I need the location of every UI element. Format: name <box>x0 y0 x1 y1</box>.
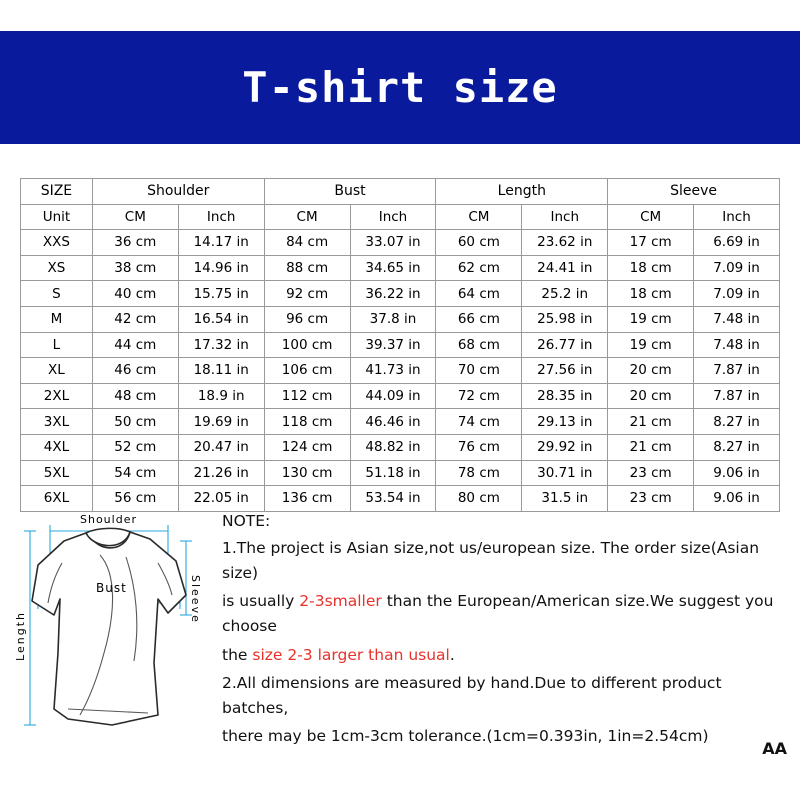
cell-shoulder-cm: 36 cm <box>92 230 178 256</box>
cell-sleeve-cm: 19 cm <box>608 332 694 358</box>
cell-bust-cm: 130 cm <box>264 460 350 486</box>
cell-length-in: 23.62 in <box>522 230 608 256</box>
tshirt-illustration-svg <box>8 503 213 733</box>
page-title: T-shirt size <box>242 63 558 112</box>
cell-bust-cm: 112 cm <box>264 383 350 409</box>
cell-size: 3XL <box>21 409 93 435</box>
cell-shoulder-cm: 40 cm <box>92 281 178 307</box>
cell-sleeve-cm: 23 cm <box>608 460 694 486</box>
cell-length-in: 31.5 in <box>522 486 608 512</box>
cell-sleeve-cm: 19 cm <box>608 306 694 332</box>
cell-bust-in: 46.46 in <box>350 409 436 435</box>
cell-sleeve-cm: 23 cm <box>608 486 694 512</box>
cell-bust-cm: 84 cm <box>264 230 350 256</box>
cell-bust-in: 44.09 in <box>350 383 436 409</box>
cell-shoulder-in: 22.05 in <box>178 486 264 512</box>
note-line-2-highlight: 2-3smaller <box>299 592 382 611</box>
cell-bust-in: 48.82 in <box>350 434 436 460</box>
cell-bust-cm: 88 cm <box>264 255 350 281</box>
note-block <box>222 509 792 752</box>
cell-sleeve-cm: 21 cm <box>608 434 694 460</box>
note-line-3-highlight: size 2-3 larger than usual <box>252 645 450 664</box>
table-row <box>21 434 780 460</box>
cell-bust-cm: 96 cm <box>264 306 350 332</box>
cell-length-cm: 74 cm <box>436 409 522 435</box>
table-row <box>21 358 780 384</box>
cell-bust-cm: 106 cm <box>264 358 350 384</box>
table-row <box>21 230 780 256</box>
cell-size: 6XL <box>21 486 93 512</box>
cell-sleeve-in: 7.48 in <box>694 332 780 358</box>
cell-length-cm: 64 cm <box>436 281 522 307</box>
table-row <box>21 383 780 409</box>
cell-length-cm: 62 cm <box>436 255 522 281</box>
cell-shoulder-cm: 44 cm <box>92 332 178 358</box>
cell-bust-cm: 136 cm <box>264 486 350 512</box>
cell-length-in: 25.2 in <box>522 281 608 307</box>
cell-size: M <box>21 306 93 332</box>
note-line-2-a: is usually <box>222 592 300 611</box>
diagram-label-bust: Bust <box>96 581 127 595</box>
cell-sleeve-cm: 20 cm <box>608 358 694 384</box>
cell-shoulder-in: 14.96 in <box>178 255 264 281</box>
cell-sleeve-cm: 21 cm <box>608 409 694 435</box>
cell-shoulder-in: 16.54 in <box>178 306 264 332</box>
cell-bust-cm: 124 cm <box>264 434 350 460</box>
table-unit-row <box>21 204 780 230</box>
size-table <box>20 178 780 512</box>
note-line-2 <box>222 589 792 639</box>
cell-sleeve-in: 9.06 in <box>694 486 780 512</box>
cell-shoulder-in: 19.69 in <box>178 409 264 435</box>
cell-sleeve-in: 8.27 in <box>694 434 780 460</box>
header-bust: Bust <box>264 179 436 205</box>
cell-shoulder-in: 15.75 in <box>178 281 264 307</box>
cell-sleeve-cm: 18 cm <box>608 281 694 307</box>
cell-shoulder-cm: 54 cm <box>92 460 178 486</box>
table-body <box>21 230 780 512</box>
cell-length-cm: 80 cm <box>436 486 522 512</box>
cell-size: S <box>21 281 93 307</box>
lower-section <box>0 495 800 800</box>
cell-bust-in: 51.18 in <box>350 460 436 486</box>
cell-length-cm: 78 cm <box>436 460 522 486</box>
cell-length-cm: 70 cm <box>436 358 522 384</box>
note-line-2-b: than the European/American size.We suggest you choose <box>222 592 774 636</box>
cell-sleeve-in: 7.87 in <box>694 358 780 384</box>
header-banner <box>0 31 800 144</box>
unit-label: Unit <box>21 204 93 230</box>
cell-shoulder-cm: 46 cm <box>92 358 178 384</box>
cell-shoulder-in: 17.32 in <box>178 332 264 358</box>
cell-shoulder-in: 20.47 in <box>178 434 264 460</box>
cell-bust-cm: 100 cm <box>264 332 350 358</box>
diagram-label-shoulder: Shoulder <box>80 513 137 526</box>
cell-sleeve-in: 7.09 in <box>694 255 780 281</box>
cell-length-in: 28.35 in <box>522 383 608 409</box>
cell-bust-in: 53.54 in <box>350 486 436 512</box>
cell-sleeve-in: 6.69 in <box>694 230 780 256</box>
cell-sleeve-in: 7.48 in <box>694 306 780 332</box>
cell-size: 5XL <box>21 460 93 486</box>
note-line-3 <box>222 643 792 668</box>
cell-length-cm: 60 cm <box>436 230 522 256</box>
cell-size: 4XL <box>21 434 93 460</box>
cell-bust-in: 37.8 in <box>350 306 436 332</box>
header-shoulder: Shoulder <box>92 179 264 205</box>
corner-watermark: AA <box>762 739 787 758</box>
cell-shoulder-cm: 48 cm <box>92 383 178 409</box>
note-heading: NOTE: <box>222 512 271 530</box>
header-length: Length <box>436 179 608 205</box>
cell-size: XL <box>21 358 93 384</box>
unit-sleeve-in: Inch <box>694 204 780 230</box>
note-line-1: 1.The project is Asian size,not us/european size. The order size(Asian size) <box>222 539 760 583</box>
note-line-4: 2.All dimensions are measured by hand.Due to different product batches, <box>222 673 722 717</box>
cell-length-in: 29.92 in <box>522 434 608 460</box>
note-line-3-a: the <box>222 645 253 664</box>
cell-shoulder-cm: 38 cm <box>92 255 178 281</box>
cell-length-cm: 76 cm <box>436 434 522 460</box>
cell-length-cm: 72 cm <box>436 383 522 409</box>
note-line-3-b: . <box>449 645 455 664</box>
diagram-label-length: Length <box>14 611 27 661</box>
cell-sleeve-in: 8.27 in <box>694 409 780 435</box>
cell-shoulder-cm: 52 cm <box>92 434 178 460</box>
cell-length-in: 26.77 in <box>522 332 608 358</box>
unit-bust-in: Inch <box>350 204 436 230</box>
cell-shoulder-in: 21.26 in <box>178 460 264 486</box>
cell-bust-in: 33.07 in <box>350 230 436 256</box>
cell-sleeve-cm: 17 cm <box>608 230 694 256</box>
cell-length-cm: 68 cm <box>436 332 522 358</box>
cell-sleeve-in: 7.09 in <box>694 281 780 307</box>
table-row <box>21 255 780 281</box>
cell-size: XXS <box>21 230 93 256</box>
header-size: SIZE <box>21 179 93 205</box>
tshirt-diagram <box>8 503 213 733</box>
cell-length-in: 24.41 in <box>522 255 608 281</box>
cell-length-in: 30.71 in <box>522 460 608 486</box>
cell-bust-in: 36.22 in <box>350 281 436 307</box>
unit-shoulder-in: Inch <box>178 204 264 230</box>
cell-shoulder-cm: 50 cm <box>92 409 178 435</box>
cell-sleeve-cm: 18 cm <box>608 255 694 281</box>
cell-size: L <box>21 332 93 358</box>
header-sleeve: Sleeve <box>608 179 780 205</box>
cell-sleeve-cm: 20 cm <box>608 383 694 409</box>
size-table-container <box>20 178 780 512</box>
diagram-label-sleeve: Sleeve <box>189 575 202 624</box>
cell-length-in: 27.56 in <box>522 358 608 384</box>
cell-length-in: 29.13 in <box>522 409 608 435</box>
cell-size: 2XL <box>21 383 93 409</box>
cell-length-cm: 66 cm <box>436 306 522 332</box>
cell-bust-cm: 92 cm <box>264 281 350 307</box>
table-row <box>21 281 780 307</box>
table-row <box>21 306 780 332</box>
unit-shoulder-cm: CM <box>92 204 178 230</box>
cell-shoulder-in: 18.11 in <box>178 358 264 384</box>
cell-bust-in: 39.37 in <box>350 332 436 358</box>
table-row <box>21 460 780 486</box>
cell-sleeve-in: 9.06 in <box>694 460 780 486</box>
unit-length-cm: CM <box>436 204 522 230</box>
unit-length-in: Inch <box>522 204 608 230</box>
note-line-5: there may be 1cm-3cm tolerance.(1cm=0.393in, 1in=2.54cm) <box>222 726 709 745</box>
cell-shoulder-cm: 42 cm <box>92 306 178 332</box>
cell-shoulder-in: 18.9 in <box>178 383 264 409</box>
cell-shoulder-in: 14.17 in <box>178 230 264 256</box>
unit-sleeve-cm: CM <box>608 204 694 230</box>
cell-bust-cm: 118 cm <box>264 409 350 435</box>
table-header-row <box>21 179 780 205</box>
cell-shoulder-cm: 56 cm <box>92 486 178 512</box>
cell-sleeve-in: 7.87 in <box>694 383 780 409</box>
table-row <box>21 409 780 435</box>
table-row <box>21 332 780 358</box>
unit-bust-cm: CM <box>264 204 350 230</box>
cell-bust-in: 34.65 in <box>350 255 436 281</box>
cell-bust-in: 41.73 in <box>350 358 436 384</box>
cell-length-in: 25.98 in <box>522 306 608 332</box>
cell-size: XS <box>21 255 93 281</box>
